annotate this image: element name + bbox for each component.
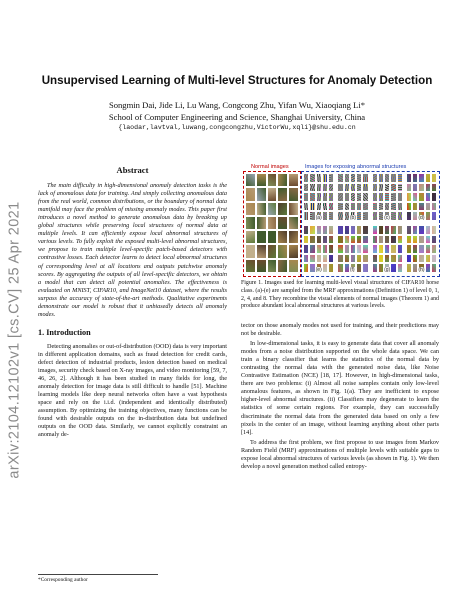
generated-thumbnail	[328, 235, 334, 245]
normal-thumbnail	[245, 202, 256, 216]
normal-thumbnail	[256, 202, 267, 216]
affiliation: School of Computer Engineering and Science, Shanghai University, China	[108, 112, 366, 122]
generated-thumbnail	[431, 225, 437, 235]
generated-thumbnail	[397, 254, 403, 264]
normal-thumbnail	[277, 230, 288, 244]
generated-panel	[337, 173, 368, 221]
normal-thumbnail	[288, 244, 299, 258]
normal-thumbnail	[288, 230, 299, 244]
right-paragraph-0: tector on those anomaly modes not used for training, and their predictions may not be desirable.	[241, 322, 439, 338]
generated-thumbnail	[362, 225, 368, 235]
generated-thumbnail	[431, 173, 437, 183]
intro-heading: 1. Introduction	[38, 327, 91, 337]
generated-thumbnail	[431, 263, 437, 273]
generated-thumbnail	[362, 263, 368, 273]
generated-thumbnail	[328, 173, 334, 183]
right-paragraph-1: In low-dimensional tasks, it is easy to generate data that cover all anomaly modes from a noise distribution supported on the whole data space. We can train a binary classifier that learns the statistics of the normal data by contrasting the normal data with the generated noise data, like Noise Contrastive Estimation (NCE) [18, 17]. However, in high-dimensional tasks, there are two problems: (i) Almost all noise samples contain only low-level anomalous features, as shown in Fig. 1(a). They are inefficient to expose higher-level abnormal structures. (ii) Classifiers may degenerate to learn the statistics of some certain regions. For example, they can successfully discriminate the normal data from the generated data based on only a few pixels in the center of an image, without learning anything about other parts [14].	[241, 340, 439, 436]
generated-panel	[372, 173, 403, 221]
right-paragraph-2: To address the first problem, we first propose to use images from Markov Random Field (MRF) approximations of multiple levels with suitable gaps to expose local abnormal structures of various levels (as shown in Fig. 1). We then develop a novel generation method called entropy-	[241, 438, 439, 470]
generated-thumbnail	[431, 254, 437, 264]
normal-images-label: Normal images	[251, 164, 289, 170]
normal-thumbnail	[256, 216, 267, 230]
generated-thumbnail	[328, 254, 334, 264]
abstract-body	[38, 182, 227, 319]
generated-panel	[406, 225, 437, 273]
normal-thumbnail	[267, 259, 278, 273]
normal-thumbnail	[288, 187, 299, 201]
subfigure-label: (g)	[384, 267, 391, 273]
normal-thumbnail	[277, 216, 288, 230]
generated-thumbnail	[397, 192, 403, 202]
paper-title: Unsupervised Learning of Multi-level Structures for Anomaly Detection	[41, 74, 433, 87]
abstract-heading: Abstract	[116, 165, 149, 175]
arxiv-stamp	[2, 150, 28, 530]
normal-thumbnail	[267, 173, 278, 187]
generated-thumbnail	[397, 211, 403, 221]
subfigure-label: (d)	[418, 215, 425, 221]
subfigure-label: (a)	[315, 215, 322, 221]
normal-thumbnail	[245, 173, 256, 187]
subfigure-label: (f)	[349, 267, 355, 273]
abstract-text: The main difficulty in high-dimensional anomaly detection tasks is the lack of anomalous data for training. And simply collecting anomalous data from the real world, common distributions, or the boundary of normal data manifold may face the problem of missing anomaly modes. This paper first introduces a novel method to generate anomalous data by breaking up global structures while preserving local structures of normal data at multiple levels. It can efficiently expose local abnormal structures of various levels. To fully exploit the exposed multi-level abnormal structures, we propose to train multiple level-specific patch-based detectors with contrastive losses. Each detector learns to detect local abnormal structures of corresponding level at all locations and outputs patchwise anomaly scores. By aggregating the outputs of all level-specific detectors, we obtain a model that can detect all potential anomalies. The effectiveness is evaluated on MNIST, CIFAR10, and ImageNet10 dataset, where the results surpass the accuracy of state-of-the-art methods. Qualitative experiments demonstrate our model is robust that it unbiasedly detects all anomaly modes.	[38, 182, 227, 318]
normal-thumbnail	[256, 230, 267, 244]
subfigure-label: (c)	[384, 215, 390, 221]
generated-thumbnail	[397, 173, 403, 183]
generated-thumbnail	[397, 244, 403, 254]
subfigure-label: (e)	[315, 267, 322, 273]
author-list: Songmin Dai, Jide Li, Lu Wang, Congcong Zhu, Yifan Wu, Xiaoqiang Li*	[108, 100, 366, 110]
generated-thumbnail	[362, 192, 368, 202]
normal-thumbnail	[245, 230, 256, 244]
exposing-images-label: Images for exposing abnormal structures	[305, 164, 407, 170]
normal-thumbnail	[267, 216, 278, 230]
generated-thumbnail	[397, 183, 403, 193]
normal-thumbnail	[245, 244, 256, 258]
normal-thumbnail	[256, 173, 267, 187]
normal-thumbnail	[277, 259, 288, 273]
normal-thumbnail	[245, 259, 256, 273]
subfigure-label: (b)	[349, 215, 356, 221]
left-column	[38, 166, 227, 441]
figure-1	[241, 164, 439, 276]
generated-thumbnail	[431, 183, 437, 193]
intro-paragraph: Detecting anomalies or out-of-distribution (OOD) data is very important in different application domains, such as fraud detection for credit cards, defect detection of industrial products, lesion detection based on medical images, security check based on X-ray images, and video monitoring [59, 7, 46, 26, 2]. Although it has been studied in many fields for long, the anomaly detection for image data is still difficult to handle [51]. Machine learning models like deep neural networks often have a vast hypothesis space and rely on the i.i.d. (independent and identically distributed) assumption. By optimizing the training objectives, many functions can be found with desirable outputs on the in-distribution data but undefined outputs on the OOD data. Similarly, we cannot explicitly constraint an anomaly de-	[38, 342, 227, 439]
subfigure-label: (h)	[418, 267, 425, 273]
normal-thumbnail	[277, 244, 288, 258]
generated-thumbnail	[397, 235, 403, 245]
normal-thumbnail	[256, 259, 267, 273]
normal-thumbnail	[256, 244, 267, 258]
normal-thumbnail	[267, 187, 278, 201]
generated-thumbnail	[328, 211, 334, 221]
generated-thumbnail	[328, 263, 334, 273]
normal-thumbnail	[277, 173, 288, 187]
footnote: *Corresponding author	[38, 574, 158, 583]
author-emails: {laodar,lavtval,luwang,congcongzhu,VictorWu,xqli}@shu.edu.cn	[118, 124, 356, 131]
generated-image-grid	[303, 173, 437, 273]
generated-thumbnail	[362, 244, 368, 254]
generated-thumbnail	[397, 202, 403, 212]
generated-thumbnail	[328, 225, 334, 235]
normal-thumbnail	[267, 202, 278, 216]
normal-thumbnail	[267, 244, 278, 258]
generated-thumbnail	[362, 202, 368, 212]
generated-panel	[303, 173, 334, 221]
normal-thumbnail	[288, 259, 299, 273]
generated-thumbnail	[431, 211, 437, 221]
generated-thumbnail	[397, 225, 403, 235]
normal-thumbnail	[277, 187, 288, 201]
normal-thumbnail	[245, 187, 256, 201]
generated-thumbnail	[362, 173, 368, 183]
right-column-text	[241, 322, 439, 473]
generated-panel	[303, 225, 334, 273]
author-block	[40, 99, 434, 123]
normal-thumbnail	[288, 173, 299, 187]
generated-panel	[337, 225, 368, 273]
generated-panel	[372, 225, 403, 273]
figure-caption: Figure 1. Images used for learning multi-level visual structures of CIFAR10 horse class. (a)-(e) are sampled from the MRF approximations (Definition 1) of level 0, 1, 2, 4, and 8. They recombine the visual elements of normal images (Theorem 1) and produce abundant local abnormal structures at various levels.	[241, 280, 439, 310]
generated-thumbnail	[431, 235, 437, 245]
generated-thumbnail	[328, 244, 334, 254]
generated-thumbnail	[362, 235, 368, 245]
generated-thumbnail	[431, 192, 437, 202]
generated-thumbnail	[431, 202, 437, 212]
generated-panel	[406, 173, 437, 221]
normal-thumbnail	[256, 187, 267, 201]
generated-thumbnail	[362, 183, 368, 193]
normal-image-grid	[245, 173, 299, 273]
generated-thumbnail	[328, 202, 334, 212]
normal-thumbnail	[277, 202, 288, 216]
normal-thumbnail	[267, 230, 278, 244]
generated-thumbnail	[362, 254, 368, 264]
normal-thumbnail	[288, 216, 299, 230]
generated-thumbnail	[328, 192, 334, 202]
generated-thumbnail	[431, 244, 437, 254]
generated-thumbnail	[328, 183, 334, 193]
generated-thumbnail	[362, 211, 368, 221]
generated-thumbnail	[397, 263, 403, 273]
arxiv-stamp-text: arXiv:2104.12102v1 [cs.CV] 25 Apr 2021	[7, 201, 23, 479]
normal-thumbnail	[245, 216, 256, 230]
normal-thumbnail	[288, 202, 299, 216]
